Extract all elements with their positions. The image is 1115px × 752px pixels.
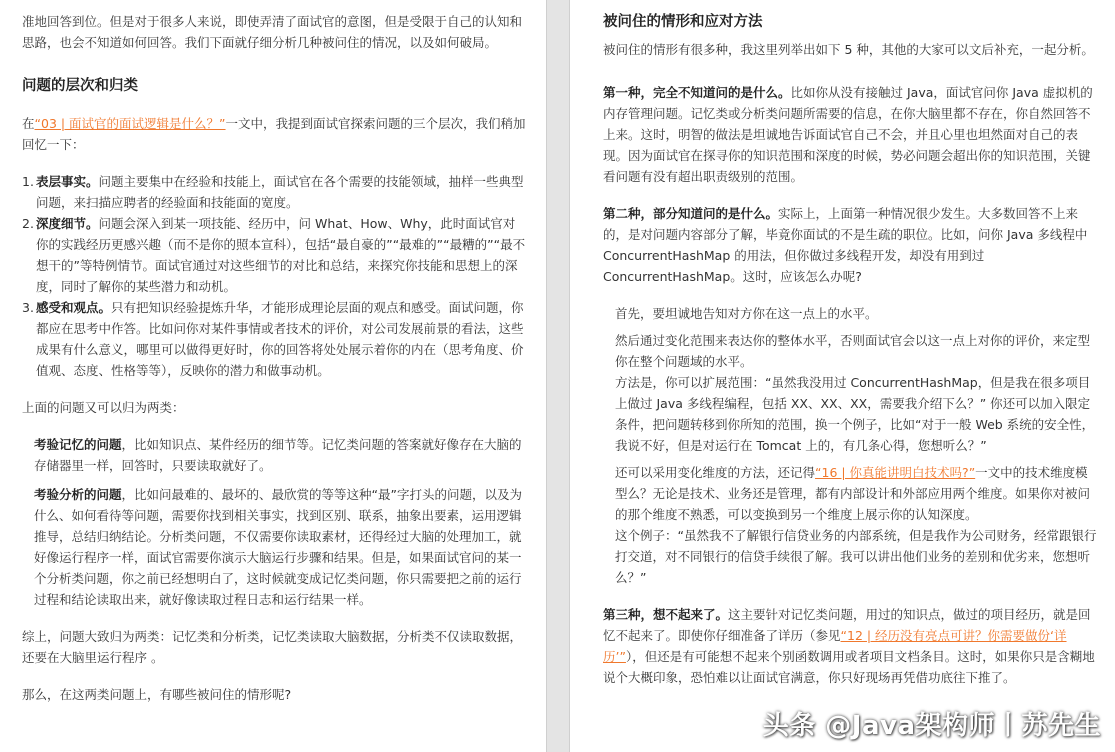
two-types-line: 上面的问题又可以归为两类： bbox=[22, 400, 185, 415]
article-link-12[interactable]: “12 | 经历没有亮点可讲？你需要做份‘详历’” bbox=[603, 628, 1067, 664]
intro-paragraph: 准地回答到位。但是对于很多人来说，即使弄清了面试官的意图，但是受限于自己的认知和思路，也会不知道如何回答。我们下面就仔细分析几种被问住的情况，以及如何破局。 bbox=[22, 14, 523, 50]
levels-list bbox=[22, 171, 526, 381]
advice-example: 这个例子：“虽然我不了解银行信贷业务的内部系统，但是我作为公司财务，经常跟银行打交道，对不同银行的信贷手续很了解。我可以讲出他们业务的差别和优劣来，您想听么？” bbox=[615, 528, 1097, 585]
list-item: 2. 深度细节。问题会深入到某一项技能、经历中，问 What、How、Why，此时面试官对你的实践经历更感兴趣（而不是你的照本宣科），包括“最自豪的”“最难的”“最糟的”“最不想干的”等特例情节。面试官通过对这些细节的对比和总结，来探究你技能和思想上的深度，同时了解你的某些潜力和动机。 bbox=[22, 216, 526, 294]
second-case-paragraph: 第二种，部分知道问的是什么。实际上，上面第一种情况很少发生。大多数回答不上来的，是对问题内容部分了解，毕竟你面试的不是生疏的职位。比如，问你 Java 多线程中 ConcurrentHashMap 的用法，但你做过多线程开发，却没有用到过 ConcurrentHashMap。这时，应该怎么办呢? bbox=[603, 206, 1088, 284]
section-title-situations: 被问住的情形和应对方法 bbox=[603, 14, 763, 30]
advice-dimension: 还可以采用变化维度的方法，还记得“16 | 你真能讲明白技术吗?”一文中的技术维度模型么？无论是技术、业务还是管理，都有内部设计和外部应用两个维度。如果你对被问的那个维度不熟悉，可以变换到另一个维度上展示你的认知深度。 bbox=[615, 465, 1091, 522]
article-link-03[interactable]: “03 | 面试官的面试逻辑是什么？” bbox=[34, 116, 226, 131]
left-page bbox=[0, 0, 546, 752]
recall-paragraph: 在“03 | 面试官的面试逻辑是什么？”一文中，我提到面试官探索问题的三个层次，我们稍加回忆一下： bbox=[22, 116, 526, 152]
advice-method: 方法是，你可以扩展范围：“虽然我没用过 ConcurrentHashMap，但是我在很多项目上做过 Java 多线程编程，包括 XX、XX、XX，需要我介绍下么？” 你还可以加入限定条件，把问题转移到你所知的范围，换一个例子，比如“对于一般 Web 系统的安全性，我说不好，但是对运行在 Tomcat 上的，有几条心得，您想听么？” bbox=[615, 375, 1095, 453]
situations-intro: 被问住的情形有很多种，我这里列举出如下 5 种，其他的大家可以文后补充，一起分析。 bbox=[603, 42, 1094, 57]
memory-question-paragraph: 考验记忆的问题，比如知识点、某件经历的细节等。记忆类问题的答案就好像存在大脑的存储器里一样，回答时，只要读取就好了。 bbox=[34, 437, 522, 473]
section-title-levels: 问题的层次和归类 bbox=[22, 78, 138, 94]
second-case-advice bbox=[603, 303, 1097, 588]
third-case-paragraph: 第三种，想不起来了。这主要针对记忆类问题，用过的知识点，做过的项目经历，就是回忆不起来了。即使你仔细准备了详历（参见“12 | 经历没有亮点可讲？你需要做份‘详历’”），但还是有可能想不起来个别函数调用或者项目文档条目。这时，如果你只是含糊地说个大概印象，恐怕难以让面试官满意，你只好现场再凭借功底往下推了。 bbox=[603, 607, 1095, 685]
advice-first: 首先，要坦诚地告知对方你在这一点上的水平。 bbox=[615, 306, 878, 321]
question-line: 那么，在这两类问题上，有哪些被问住的情形呢? bbox=[22, 687, 292, 702]
first-case-paragraph: 第一种，完全不知道问的是什么。比如你从没有接触过 Java，面试官问你 Java 虚拟机的内存管理问题。记忆类或分析类问题所需要的信息，在你大脑里都不存在，你自然回答不上来。这时，明智的做法是坦诚地告诉面试官自己不会，并且心里也坦然面对自己的表现。因为面试官在探寻你的知识范围和深度的时候，势必问题会超出你的知识范围，关键看问题有没有超出职责级别的范围。 bbox=[603, 85, 1093, 184]
watermark-text: 头条 @Java架构师丨苏先生 bbox=[762, 711, 1101, 741]
list-item: 3. 感受和观点。只有把知识经验提炼升华，才能形成理论层面的观点和感受。面试问题，你都应在思考中作答。比如问你对某件事情或者技术的评价，对公司发展前景的看法，这些成果有什么意义，哪里可以做得更好时，你的回答将处处展示着你的内在（思考角度、价值观、态度、性格等等），反映你的潜力和做事动机。 bbox=[22, 300, 524, 378]
summary-paragraph: 综上，问题大致归为两类：记忆类和分析类，记忆类读取大脑数据，分析类不仅读取数据，还要在大脑里运行程序 。 bbox=[22, 629, 523, 665]
page-gutter bbox=[546, 0, 570, 752]
right-page bbox=[570, 0, 1115, 752]
advice-then: 然后通过变化范围来表达你的整体水平，否则面试官会以这一点上对你的评价，来定型你在整个问题域的水平。 bbox=[615, 333, 1091, 369]
list-item: 1. 表层事实。问题主要集中在经验和技能上，面试官在各个需要的技能领域，抽样一些典型问题，来扫描应聘者的经验面和技能面的宽度。 bbox=[22, 174, 524, 210]
article-link-16[interactable]: “16 | 你真能讲明白技术吗?” bbox=[815, 465, 976, 480]
analysis-question-paragraph: 考验分析的问题，比如问最难的、最坏的、最欣赏的等等这种“最”字打头的问题，以及为什么、如何看待等问题，需要你找到相关事实，找到区别、联系，抽象出要素，运用逻辑推导，总结归纳结论。分析类问题，不仅需要你读取素材，还得经过大脑的处理加工，就好像运行程序一样，面试官需要你演示大脑运行步骤和结果。但是，如果面试官问的某一个分析类问题，你之前已经想明白了，这时候就变成记忆类问题，你只需要把之前的运行过程和结论读取出来，就好像读取过程日志和运行结果一样。 bbox=[34, 487, 522, 607]
